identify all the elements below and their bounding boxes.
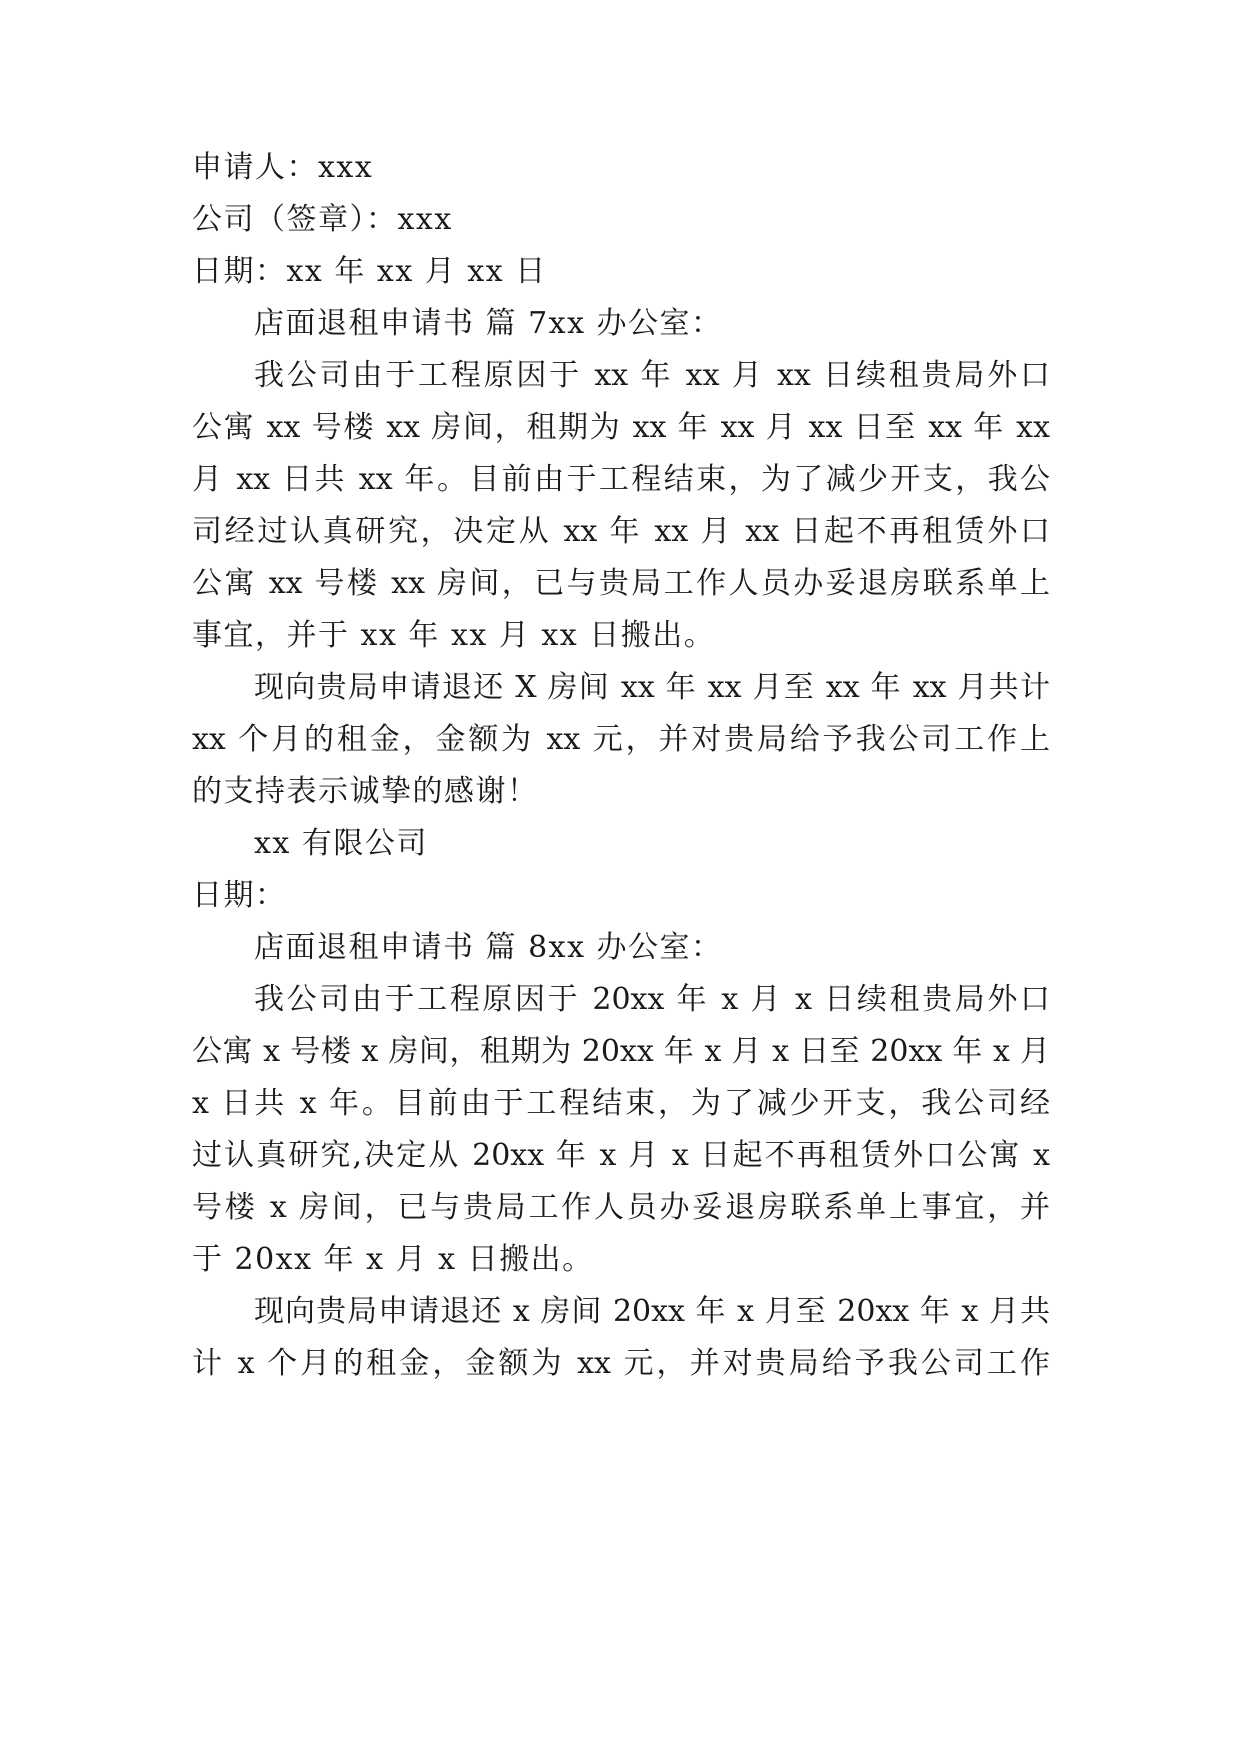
section-8-paragraph-1-line-2: 公寓 x 号楼 x 房间，租期为 20xx 年 x 月 x 日至 20xx 年 x 月	[192, 1034, 1050, 1069]
signature-date-line: 日期：xx 年 xx 月 xx 日	[192, 254, 547, 289]
section-7-paragraph-1-line-4: 司经过认真研究，决定从 xx 年 xx 月 xx 日起不再租赁外口	[192, 514, 1050, 549]
section-7-paragraph-1-line-3: 月 xx 日共 xx 年。目前由于工程结束，为了减少开支，我公	[192, 462, 1050, 497]
section-7-heading: 店面退租申请书 篇 7xx 办公室：	[254, 306, 723, 341]
section-8-paragraph-1-line-1: 我公司由于工程原因于 20xx 年 x 月 x 日续租贵局外口	[254, 982, 1050, 1017]
section-7-company: xx 有限公司	[254, 826, 428, 861]
section-7-paragraph-1-line-5: 公寓 xx 号楼 xx 房间，已与贵局工作人员办妥退房联系单上	[192, 566, 1050, 601]
section-8-paragraph-2-line-1: 现向贵局申请退还 x 房间 20xx 年 x 月至 20xx 年 x 月共	[254, 1294, 1050, 1329]
section-8-paragraph-1-line-6: 于 20xx 年 x 月 x 日搬出。	[192, 1242, 594, 1277]
section-7-paragraph-1-line-1: 我公司由于工程原因于 xx 年 xx 月 xx 日续租贵局外口	[254, 358, 1050, 393]
section-7-paragraph-2-line-3: 的支持表示诚挚的感谢！	[192, 774, 539, 809]
section-8-paragraph-2-line-2: 计 x 个月的租金，金额为 xx 元，并对贵局给予我公司工作	[192, 1346, 1050, 1381]
section-7-date: 日期：	[192, 878, 287, 913]
company-seal-line: 公司（签章）：xxx	[192, 202, 453, 237]
section-7-paragraph-1-line-6: 事宜，并于 xx 年 xx 月 xx 日搬出。	[192, 618, 716, 653]
section-8-paragraph-1-line-3: x 日共 x 年。目前由于工程结束，为了减少开支，我公司经	[192, 1086, 1050, 1121]
section-8-paragraph-1-line-4: 过认真研究,决定从 20xx 年 x 月 x 日起不再租赁外口公寓 x	[192, 1138, 1050, 1173]
section-7-paragraph-2-line-2: xx 个月的租金，金额为 xx 元，并对贵局给予我公司工作上	[192, 722, 1050, 757]
section-8-heading: 店面退租申请书 篇 8xx 办公室：	[254, 930, 723, 965]
section-8-paragraph-1-line-5: 号楼 x 房间，已与贵局工作人员办妥退房联系单上事宜，并	[192, 1190, 1050, 1225]
section-7-paragraph-2-line-1: 现向贵局申请退还 X 房间 xx 年 xx 月至 xx 年 xx 月共计	[254, 670, 1050, 705]
section-7-paragraph-1-line-2: 公寓 xx 号楼 xx 房间，租期为 xx 年 xx 月 xx 日至 xx 年 xx	[192, 410, 1050, 445]
applicant-line: 申请人：xxx	[192, 150, 374, 185]
